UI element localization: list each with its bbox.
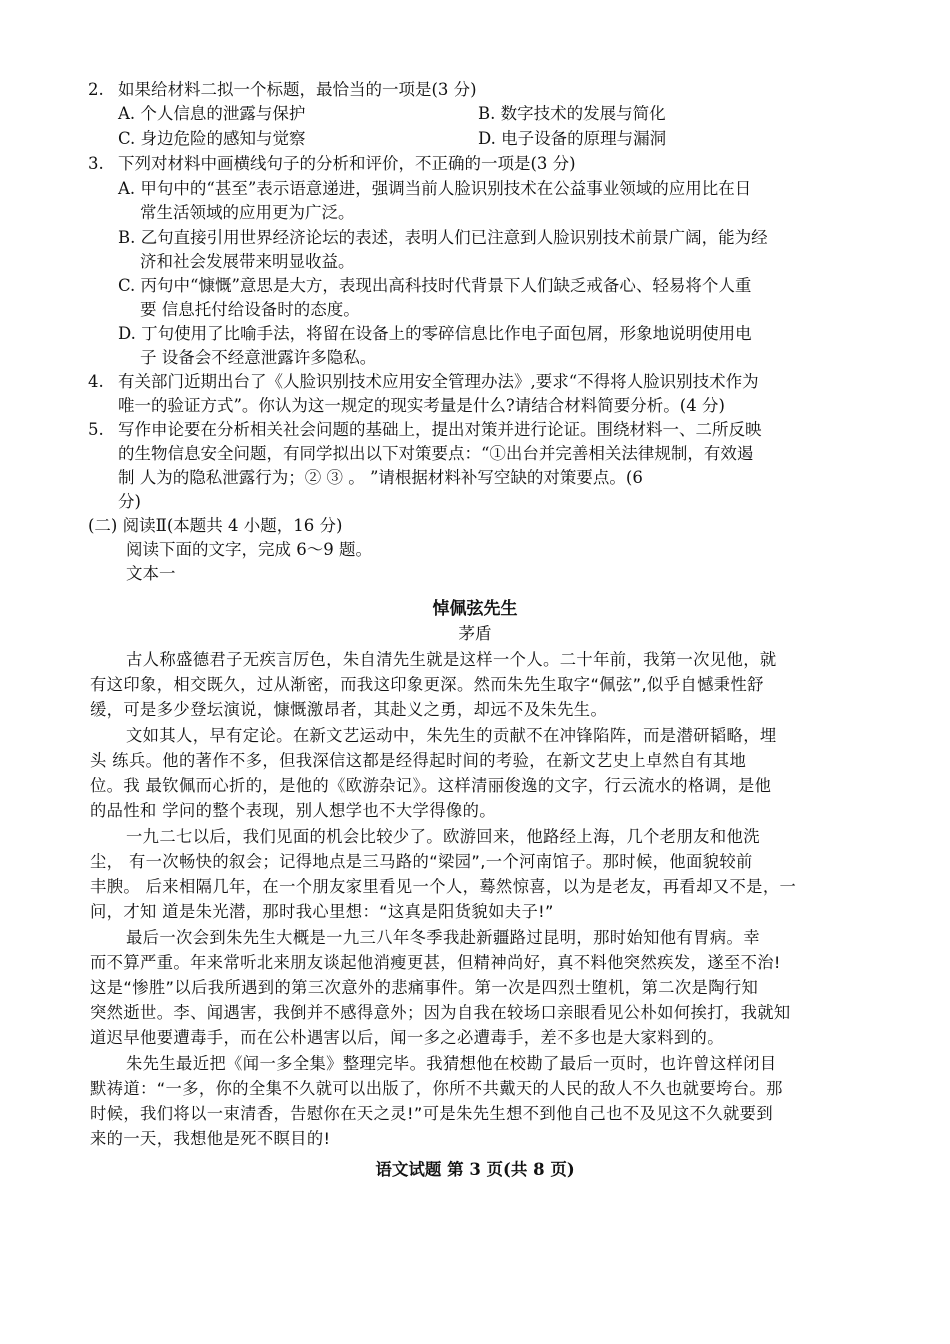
article-line: 一九二七以后，我们见面的机会比较少了。欧游回来，他路经上海，几个老朋友和他洗 <box>126 827 760 846</box>
question-5-line3: 制 人为的隐私泄露行为；② ③ 。 ”请根据材料补写空缺的对策要点。(6 <box>118 468 643 487</box>
article-line: 朱先生最近把《闻一多全集》整理完毕。我猜想他在校勘了最后一页时，也许曾这样闭目 <box>126 1054 777 1073</box>
question-3-option-c-line1: C. 丙句中“慷慨”意思是大方，表现出高科技时代背景下人们缺乏戒备心、轻易将个人重 <box>118 276 752 295</box>
article-line: 位。我 最钦佩而心折的，是他的《欧游杂记》。这样清丽俊逸的文字，行云流水的格调，是他 <box>90 776 772 795</box>
question-3-number: 3. <box>88 154 104 173</box>
question-4-line2: 唯一的验证方式”。你认为这一规定的现实考量是什么?请结合材料简要分析。(4 分) <box>118 396 725 415</box>
question-2-option-a: A. 个人信息的泄露与保护 <box>118 104 306 123</box>
question-3-option-b-line2: 济和社会发展带来明显收益。 <box>140 252 355 271</box>
article-line: 有这印象，相交既久，过从渐密，而我这印象更深。然而朱先生取字“佩弦”,似乎自憾秉性舒 <box>90 675 764 694</box>
text-label: 文本一 <box>126 564 176 583</box>
article-line: 头 练兵。他的著作不多，但我深信这都是经得起时间的考验，在新文艺史上卓然自有其地 <box>90 751 747 770</box>
question-2-stem: 如果给材料二拟一个标题，最恰当的一项是(3 分) <box>118 80 477 99</box>
article-line: 文如其人，早有定论。在新文艺运动中，朱先生的贡献不在冲锋陷阵，而是潜研韬略，埋 <box>126 726 777 745</box>
question-5-line2: 的生物信息安全问题，有同学拟出以下对策要点：“①出台并完善相关法律规制，有效遏 <box>118 444 754 463</box>
article-line: 丰腴。 后来相隔几年，在一个朋友家里看见一个人，蓦然惊喜，以为是老友，再看却又不是，一 <box>90 877 797 896</box>
question-3-option-a-line1: A. 甲句中的“甚至”表示语意递进，强调当前人脸识别技术在公益事业领域的应用比在日 <box>118 179 752 198</box>
article-line: 问，才知 道是朱光潜，那时我心里想：“这真是阳货貌如夫子!” <box>90 902 554 921</box>
section-heading: (二) 阅读Ⅱ(本题共 4 小题，16 分) <box>88 516 343 535</box>
article-author: 茅盾 <box>458 624 492 643</box>
section-instruction: 阅读下面的文字，完成 6～9 题。 <box>126 540 372 559</box>
question-2-option-b: B. 数字技术的发展与简化 <box>478 104 666 123</box>
question-2-option-c: C. 身边危险的感知与觉察 <box>118 129 306 148</box>
question-3-option-b-line1: B. 乙句直接引用世界经济论坛的表述，表明人们已注意到人脸识别技术前景广阔，能为经 <box>118 228 768 247</box>
question-3-stem: 下列对材料中画横线句子的分析和评价，不正确的一项是(3 分) <box>118 154 576 173</box>
question-3-option-a-line2: 常生活领域的应用更为广泛。 <box>140 203 355 222</box>
article-line: 默祷道：“一多，你的全集不久就可以出版了，你所不共戴天的人民的敌人不久也就要垮台。那 <box>90 1079 783 1098</box>
article-line: 最后一次会到朱先生大概是一九三八年冬季我赴新疆路过昆明，那时始知他有胃病。幸 <box>126 928 760 947</box>
question-5-line4: 分) <box>118 492 141 511</box>
article-line: 来的一天，我想他是死不瞑目的! <box>90 1129 331 1148</box>
question-5-line1: 写作申论要在分析相关社会问题的基础上，提出对策并进行论证。围绕材料一、二所反映 <box>118 420 762 439</box>
question-3-option-d-line2: 子 设备会不经意泄露许多隐私。 <box>140 348 377 367</box>
article-line: 的品性和 学问的整个表现，别人想学也不大学得像的。 <box>90 801 496 820</box>
article-line: 这是“惨胜”以后我所遇到的第三次意外的悲痛事件。第一次是四烈士堕机，第二次是陶行知 <box>90 978 759 997</box>
article-line: 道迟早他要遭毒手，而在公朴遇害以后，闻一多之必遭毒手，差不多也是大家料到的。 <box>90 1028 724 1047</box>
article-line: 时候，我们将以一束清香，告慰你在天之灵!”可是朱先生想不到他自己也不及见这不久就要到 <box>90 1104 774 1123</box>
page-footer: 语文试题 第 3 页(共 8 页) <box>375 1160 575 1179</box>
question-4-line1: 有关部门近期出台了《人脸识别技术应用安全管理办法》,要求“不得将人脸识别技术作为 <box>118 372 759 391</box>
question-2-number: 2. <box>88 80 104 99</box>
article-line: 突然逝世。李、闻遇害，我倒并不感得意外；因为自我在较场口亲眼看见公朴如何挨打，我就知 <box>90 1003 791 1022</box>
question-4-number: 4. <box>88 372 104 391</box>
question-2-option-d: D. 电子设备的原理与漏洞 <box>478 129 667 148</box>
article-line: 缓，可是多少登坛演说，慷慨激昂者，其赴义之勇，却远不及朱先生。 <box>90 700 608 719</box>
article-line: 古人称盛德君子无疾言厉色，朱自清先生就是这样一个人。二十年前，我第一次见他，就 <box>126 650 777 669</box>
question-5-number: 5. <box>88 420 104 439</box>
article-title: 悼佩弦先生 <box>432 599 518 619</box>
article-line: 而不算严重。年来常听北来朋友谈起他消瘦更甚，但精神尚好，真不料他突然疾发，遂至不治! <box>90 953 781 972</box>
article-line: 尘， 有一次畅快的叙会；记得地点是三马路的“梁园”,一个河南馆子。那时候，他面貌较前 <box>90 852 753 871</box>
question-3-option-d-line1: D. 丁句使用了比喻手法，将留在设备上的零碎信息比作电子面包屑，形象地说明使用电 <box>118 324 752 343</box>
question-3-option-c-line2: 要 信息托付给设备时的态度。 <box>140 300 360 319</box>
